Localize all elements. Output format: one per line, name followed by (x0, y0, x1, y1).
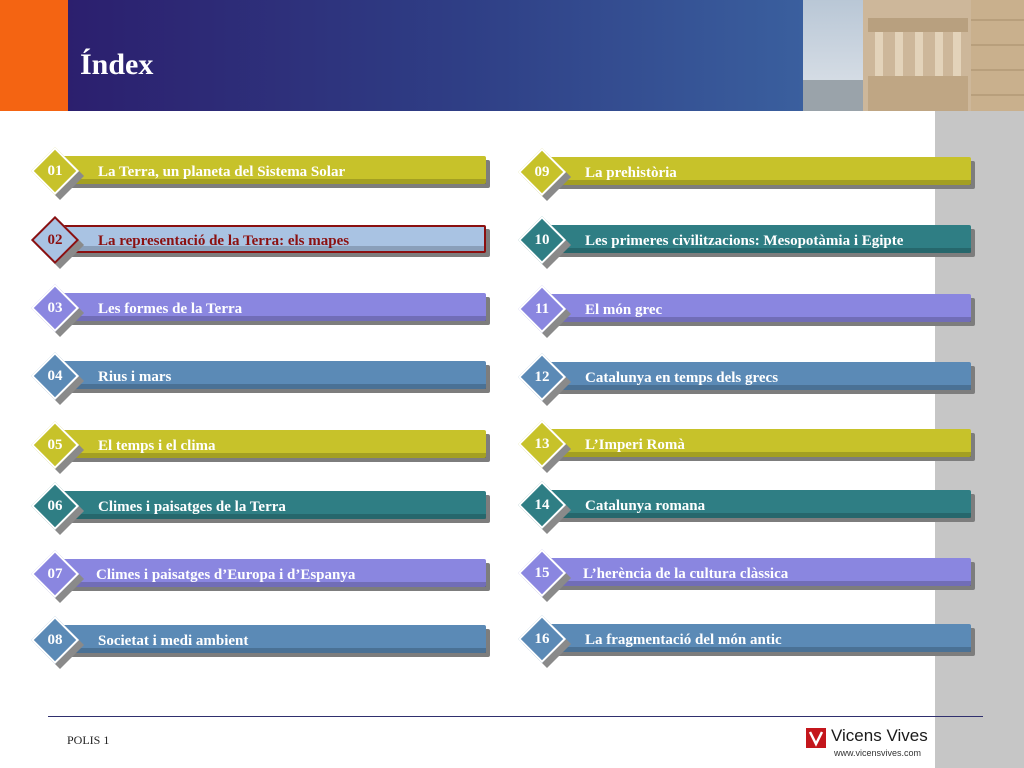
index-item-05[interactable] (30, 420, 496, 470)
index-item-14[interactable] (517, 480, 977, 530)
header-accent-block (0, 0, 68, 111)
item-number: 10 (534, 231, 550, 248)
index-item-01[interactable] (30, 146, 496, 196)
number-diamond (517, 419, 567, 469)
item-label: Rius i mars (98, 369, 172, 385)
number-diamond (30, 351, 80, 401)
number-diamond (30, 420, 80, 470)
item-number: 05 (47, 436, 63, 453)
item-label: La Terra, un planeta del Sistema Solar (98, 164, 346, 180)
number-diamond (30, 215, 80, 265)
item-number: 04 (47, 367, 63, 384)
index-item-13[interactable] (517, 419, 977, 469)
number-diamond (517, 215, 567, 265)
index-item-15[interactable] (517, 548, 977, 598)
number-diamond (30, 146, 80, 196)
item-number: 14 (534, 496, 550, 513)
header-band (68, 0, 803, 111)
index-item-07[interactable] (30, 549, 496, 599)
item-number: 06 (47, 497, 63, 514)
number-diamond (517, 352, 567, 402)
logo-name: Vicens Vives (831, 726, 928, 745)
item-label: El temps i el clima (98, 438, 216, 454)
item-label: Climes i paisatges d’Europa i d’Espanya (96, 567, 356, 583)
item-number: 07 (47, 565, 63, 582)
item-label: Catalunya romana (585, 498, 706, 514)
item-label: La representació de la Terra: els mapes (98, 233, 350, 249)
item-number: 16 (534, 630, 550, 647)
number-diamond (517, 284, 567, 334)
item-number: 13 (534, 435, 550, 452)
item-number: 02 (47, 231, 63, 248)
item-number: 12 (534, 368, 550, 385)
index-item-12[interactable] (517, 352, 977, 402)
number-diamond (517, 480, 567, 530)
index-item-16[interactable] (517, 614, 977, 664)
footer-divider (48, 716, 983, 717)
index-item-04[interactable] (30, 351, 496, 401)
index-item-08[interactable] (30, 615, 496, 665)
logo-url: www.vicensvives.com (834, 748, 922, 758)
vicens-vives-logo-icon (806, 728, 826, 748)
number-diamond (30, 549, 80, 599)
number-diamond (517, 548, 567, 598)
number-diamond (517, 614, 567, 664)
index-item-10[interactable] (517, 215, 977, 265)
item-label: Climes i paisatges de la Terra (98, 499, 286, 515)
number-diamond (517, 147, 567, 197)
item-label: El món grec (585, 302, 663, 318)
page-title: Índex (80, 48, 154, 81)
number-diamond (30, 283, 80, 333)
item-number: 09 (534, 163, 550, 180)
item-label: L’Imperi Romà (585, 437, 685, 453)
item-number: 03 (47, 299, 63, 316)
number-diamond (30, 481, 80, 531)
index-item-09[interactable] (517, 147, 977, 197)
item-number: 08 (47, 631, 63, 648)
item-number: 01 (47, 162, 63, 179)
footer-book-title: POLIS 1 (67, 733, 110, 747)
item-label: Societat i medi ambient (98, 633, 249, 649)
item-label: L’herència de la cultura clàssica (583, 566, 789, 582)
item-number: 15 (534, 564, 550, 581)
index-item-11[interactable] (517, 284, 977, 334)
item-number: 11 (534, 300, 550, 317)
item-label: Les primeres civilitzacions: Mesopotàmia i Egipte (585, 233, 904, 249)
index-item-03[interactable] (30, 283, 496, 333)
index-item-02[interactable] (30, 215, 496, 265)
header-photo (803, 0, 1024, 111)
item-label: Catalunya en temps dels grecs (585, 370, 779, 386)
index-item-06[interactable] (30, 481, 496, 531)
item-label: La fragmentació del món antic (585, 632, 782, 648)
publisher-logo[interactable] (806, 726, 936, 762)
item-label: La prehistòria (585, 165, 677, 181)
number-diamond (30, 615, 80, 665)
item-label: Les formes de la Terra (98, 301, 243, 317)
